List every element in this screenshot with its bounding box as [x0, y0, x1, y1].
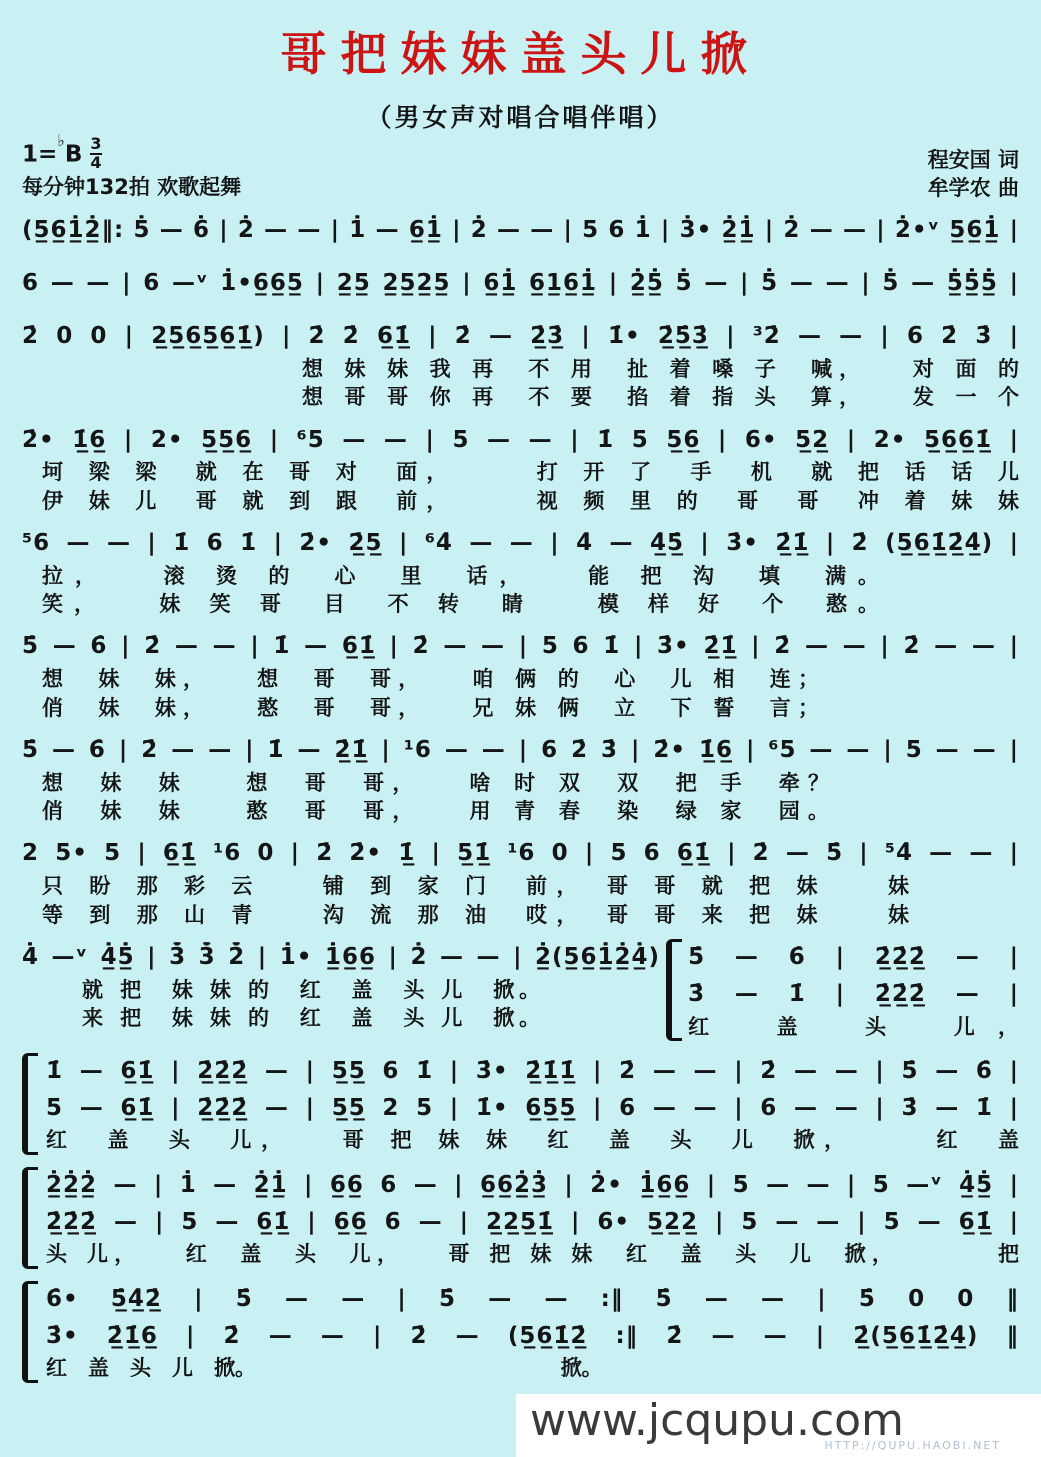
time-signature — [90, 136, 101, 172]
lyrics-line-verse2: 笑， 妹 笑 哥 目 不 转 睛 模 样 好 个 憨。 — [42, 592, 879, 617]
credits — [928, 146, 1019, 203]
lyrics-line-verse1: 只 盼 那 彩 云 铺 到 家 门 前， 哥 哥 就 把 妹 妹 — [42, 874, 909, 899]
notation-line-voice1: 6̇• 5̲̇4̲̇2̲̇ | 5̇ — — | 5̇ — — :‖ 5̇ — — | 5̇ 0 0 ‖ — [46, 1285, 1019, 1312]
lyrics-line-verse1: 坷 梁 梁 就 在 哥 对 面， 打 开 了 手 机 就 把 话 话 儿 — [42, 460, 1019, 485]
system-3 — [22, 318, 1019, 411]
watermark-sub-url: HTTP://QUPU.HAOBI.NET — [824, 1439, 1001, 1452]
lyrics-fragment-mid: 掀。 — [560, 1356, 603, 1381]
time-signature-top: 3 — [90, 134, 102, 154]
score — [22, 212, 1019, 1382]
meta-left — [22, 131, 242, 202]
duet-body — [46, 1167, 1019, 1269]
lyrics-line-verse2: 伊 妹 儿 哥 就 到 跟 前， 视 频 里 的 哥 哥 冲 着 妹 妹 — [42, 488, 1019, 513]
meta-row — [22, 131, 1019, 202]
header — [22, 18, 1019, 202]
notation-line-voice2: 3̇ — 1̇ | 2̲̇2̲̇2̲̇ — | — [688, 980, 1019, 1007]
lyrics-line: 红 盖 头 儿， — [688, 1014, 1019, 1039]
system-9-duet — [666, 939, 1019, 1041]
notation-line-voice1: 1̇ — 6̲1̲̇ | 2̲̇2̲̇2̲̇ — | 5̲5̲ 6 1̇ | 3̇• 2̲̇1̲̇1̲̇ | 2̇ — — | 2̇ — — | 5̇ — 6̇ | — [46, 1057, 1019, 1084]
lyrics-line-verse1: 拉， 滚 烫 的 心 里 话， 能 把 沟 填 满。 — [42, 563, 879, 588]
lyrics-line-verse2: 俏 妹 妹， 憨 哥 哥， 兄 妹 俩 立 下 誓 言； — [42, 695, 819, 720]
watermark-url: www.jcqupu.com — [530, 1395, 904, 1446]
system-1 — [22, 212, 1019, 249]
notation-line-voice2: 2̲̇2̲̇2̲̇ — | 5 — 6̲1̲̇ | 6̲6̲ 6 — | 2̲2̲5̲1̲̇ | 6• 5̲2̲2̲ | 5 — — | 5 — 6̲1̲̇ | — [46, 1208, 1019, 1235]
voice-bracket — [22, 1053, 38, 1155]
system-8 — [22, 835, 1019, 928]
lyrics-line-verse1: 就 把 妹 妹 的 红 盖 头 儿 掀。 — [82, 977, 541, 1002]
time-signature-bottom: 4 — [90, 153, 102, 172]
notation-line-voice1: 5̇ — 6̇ | 2̲̇2̲̇2̲̇ — | — [688, 943, 1019, 970]
flat-sign: ♭ — [57, 131, 65, 150]
system-9 — [22, 939, 1019, 1041]
notation-line: 5̇ — 6̇ | 2̇ — — | 1̇ — 6̲1̲̇ | 2̇ — — | 5 6 1̇ | 3̇• 2̲̇1̲̇ | 2̇ — — | 2̇ — — | — [22, 633, 1019, 660]
system-4 — [22, 422, 1019, 515]
notation-line-voice1: 2̲̇2̲̇2̲̇ — | 1̇ — 2̲̇1̲̇ | 6̲6̲ 6 — | 6̲6̲2̲̇3̲̇ | 2̇• 1̲̇6̲6̲ | 5 — — | 5 —ᵛ 4̲̇5̲̇ | — [46, 1171, 1019, 1198]
duet-body — [46, 1281, 1019, 1383]
lyrics-line-verse2: 俏 妹 妹 憨 哥 哥， 用 青 春 染 绿 家 园。 — [42, 799, 829, 824]
notation-line: 5̇ — 6̇ | 2̇ — — | 1̇ — 2̲̇1̲̇ | ¹6 — — | 6 2̇ 3̇ | 2̇• 1̲̇6̲ | ⁶5 — — | 5 — — | — [22, 736, 1019, 763]
lyrics-line-verse1: 想 妹 妹， 想 哥 哥， 咱 俩 的 心 儿 相 连； — [42, 667, 819, 692]
system-12-duet — [22, 1281, 1019, 1383]
notation-line: (5̲6̲1̲̇2̲̇‖: 5̇ — 6̇ | 2̇ — — | 1̇ — 6̲1̲̇ | 2̇ — — | 5 6 1̇ | 3̇• 2̲̇1̲̇ | 2̇ — — | 2̇•ᵛ 5̲6̲1̲̇ | — [22, 217, 1019, 244]
notation-line-voice2: 5 — 6̲1̲̇ | 2̲̇2̲̇2̲̇ — | 5̲5̲ 2 5 | 1̇• 6̲5̲5̲ | 6 — — | 6 — — | 3̇ — 1̇ | — [46, 1094, 1019, 1121]
system-6 — [22, 628, 1019, 721]
voice-bracket — [666, 939, 682, 1041]
lyrics-line-verse2: 等 到 那 山 青 沟 流 那 油 哎， 哥 哥 来 把 妹 妹 — [42, 902, 909, 927]
watermark — [516, 1394, 1041, 1457]
voice-bracket — [22, 1167, 38, 1269]
lyrics-line: 头 儿， 红 盖 头 儿， 哥 把 妹 妹 红 盖 头 儿 掀， 把 — [46, 1242, 1019, 1267]
lyrics-line: 红 盖 头 儿， 哥 把 妹 妹 红 盖 头 儿 掀， 红 盖 — [46, 1128, 1019, 1153]
key-letter: B — [64, 141, 83, 168]
duet-body — [688, 939, 1019, 1041]
lyrics-fragment-left: 红 盖 头 儿 掀。 — [46, 1356, 256, 1381]
lyrics-line — [46, 1354, 1019, 1382]
notation-line: 2̇ 0 0 | 2̲5̲6̲5̲6̲1̲̇) | 2̇ 2̇ 6̲1̲̇ | 2̇ — 2̲̇3̲̇ | 1̇• 2̲̇5̲̇3̲̇ | ³2̇ — — | 6 2̇ 3̇ | — [22, 323, 1019, 350]
system-5 — [22, 525, 1019, 618]
system-9-solo — [22, 939, 660, 1041]
notation-line-voice2: 3̇• 2̲̇1̲̇6̲ | 2̇ — — | 2̇ — (5̲6̲1̲̇2̲̇ :‖ 2̇ — — | 2̲̇(5̲6̲1̲̇2̲̇4̲̇) ‖ — [46, 1322, 1019, 1349]
duet-body — [46, 1053, 1019, 1155]
lyrics-line-verse1: 想 妹 妹 我 再 不 用 扯 着 嗓 子 喊， 对 面 的 — [302, 356, 1019, 381]
key-prefix: 1= — [22, 141, 58, 168]
subtitle: （男女声对唱合唱伴唱） — [366, 103, 675, 132]
lyrics-line-verse1: 想 妹 妹 想 哥 哥， 啥 时 双 双 把 手 牵？ — [42, 770, 829, 795]
notation-line: ⁵6 — — | 1̇ 6 1̇ | 2̇• 2̲̇5̲ | ⁶4̇ — — | 4̇ — 4̲̇5̲̇ | 3̇• 2̲̇1̲̇ | 2̇ (5̲6̲1̲̇2̲̇4̲̇) | — [22, 530, 1019, 556]
tempo-marking: 每分钟132拍 欢歌起舞 — [22, 175, 242, 199]
notation-line: 2̇• 1̲̇6̲ | 2• 5̲5̲6̲ | ⁶5 — — | 5 — — | 1̇ 5 5̲6̲ | 6• 5̲2̲ | 2• 5̲6̲6̲1̲̇ | — [22, 426, 1019, 453]
system-2 — [22, 265, 1019, 302]
notation-line: 4̇ —ᵛ 4̲̇5̲̇ | 3̄̇ 3̄̇ 2̄̇ | 1̇• 1̲̇6̲6̲ | 2̇ — — | 2̲̇(5̲6̲1̲̇2̲̇4̲̇) — [22, 943, 661, 970]
notation-line: 6 — — | 6 —ᵛ 1̇•6̲6̲5̲ | 2̲5̲ 2̲5̲2̲5̲ | 6̲1̲̇ 6̲1̲6̲1̲̇ | 2̲̇5̲̇ 5̇ — | 5̇ — — | 5̇ — 5̲̇5̲̇5̲̇ | — [22, 270, 1019, 297]
composer: 牟学农 曲 — [927, 176, 1019, 201]
system-11-duet — [22, 1167, 1019, 1269]
page-title: 哥把妹妹盖头儿掀 — [280, 27, 761, 81]
notation-line: 2 5• 5 | 6̲1̲̇ ¹6 0 | 2̇ 2̇• 1̲̇ | 5̲1̲̇ ¹6 0 | 5 6 6̲1̲̇ | 2̇ — 5̇ | ⁵4̇ — — | — [22, 840, 1019, 867]
key-signature — [22, 131, 241, 172]
system-10-duet — [22, 1053, 1019, 1155]
lyrics-line-verse2: 来 把 妹 妹 的 红 盖 头 儿 掀。 — [82, 1006, 541, 1031]
lyrics-line-verse2: 想 哥 哥 你 再 不 要 掐 着 指 头 算， 发 一 个 — [302, 385, 1019, 410]
system-7 — [22, 732, 1019, 825]
lyricist: 程安国 词 — [927, 147, 1019, 172]
voice-bracket — [22, 1281, 38, 1383]
